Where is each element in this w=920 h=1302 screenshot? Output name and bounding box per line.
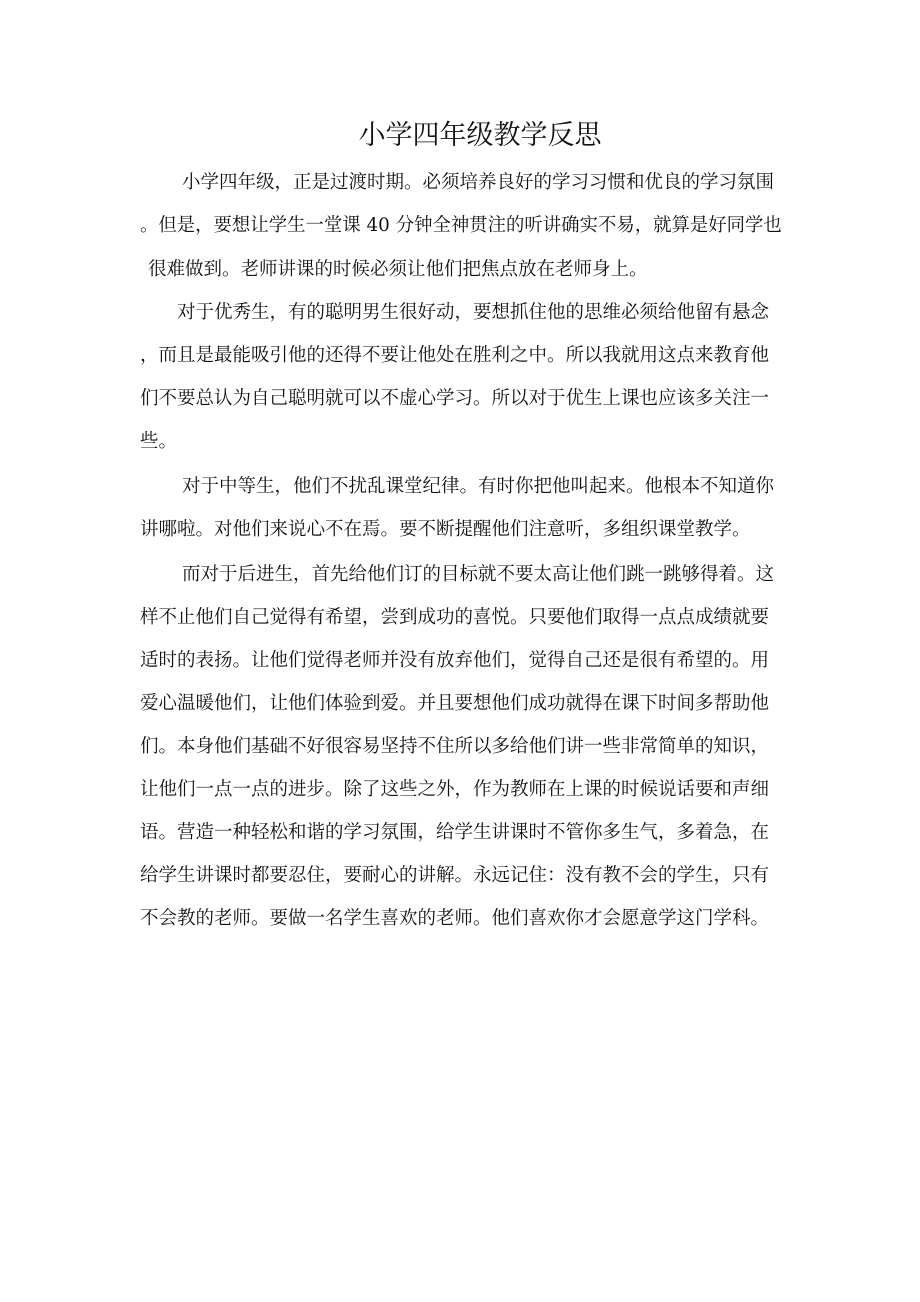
text-line: 语。营造一种轻松和谐的学习氛围，给学生讲课时不管你多生气，多着急，在 (140, 822, 770, 843)
text-line: 很难做到。老师讲课的时候必须让他们把焦点放在老师身上。 (148, 259, 648, 280)
text-line: 让他们一点一点的进步。除了这些之外，作为教师在上课的时候说话要和声细 (140, 779, 770, 800)
text-line: 们不要总认为自己聪明就可以不虚心学习。所以对于优生上课也应该多关注一 (140, 388, 770, 409)
text-line: 不会教的老师。要做一名学生喜欢的老师。他们喜欢你才会愿意学这门学科。 (140, 908, 770, 929)
document-title: 小学四年级教学反思 (358, 120, 602, 151)
text-line: 样不止他们自己觉得有希望，尝到成功的喜悦。只要他们取得一点点成绩就要 (140, 607, 770, 628)
text-line: 小学四年级，正是过渡时期。必须培养良好的学习习惯和优良的学习氛围 (182, 172, 775, 193)
text-line: 爱心温暖他们，让他们体验到爱。并且要想他们成功就得在课下时间多帮助他 (140, 693, 770, 714)
text-line: ，而且是最能吸引他的还得不要让他处在胜利之中。所以我就用这点来教育他 (140, 345, 770, 366)
text-line: 们。本身他们基础不好很容易坚持不住所以多给他们讲一些非常简单的知识， (140, 736, 770, 757)
text-line: 而对于后进生，首先给他们订的目标就不要太高让他们跳一跳够得着。这 (182, 564, 775, 585)
text-line: 讲哪啦。对他们来说心不在焉。要不断提醒他们注意听，多组织课堂教学。 (140, 519, 751, 540)
text-line: 对于中等生，他们不扰乱课堂纪律。有时你把他叫起来。他根本不知道你 (182, 476, 775, 497)
text-line: 。但是，要想让学生一堂课 40 分钟全神贯注的听讲确实不易，就算是好同学也 (140, 215, 782, 236)
text-line: 些。 (140, 431, 178, 452)
text-line: 给学生讲课时都要忍住，要耐心的讲解。永远记住：没有教不会的学生，只有 (140, 865, 770, 886)
text-line: 适时的表扬。让他们觉得老师并没有放弃他们，觉得自己还是很有希望的。用 (140, 650, 770, 671)
text-line: 对于优秀生，有的聪明男生很好动，要想抓住他的思维必须给他留有悬念 (177, 302, 770, 323)
